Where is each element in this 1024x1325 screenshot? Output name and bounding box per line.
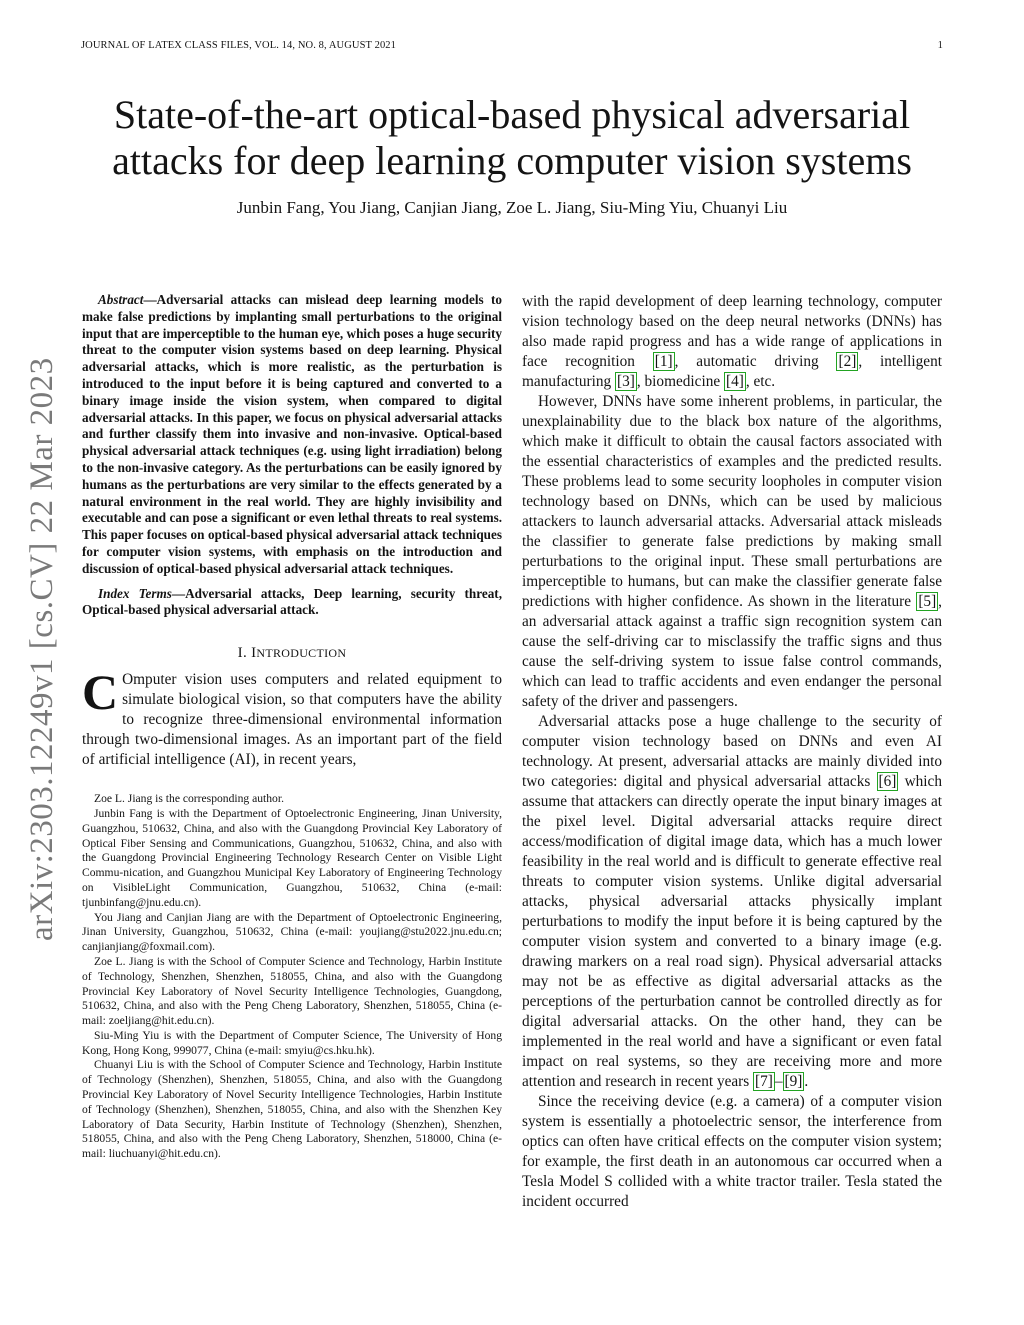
citation-link[interactable]: [1] xyxy=(654,353,673,370)
text-run: . xyxy=(804,1073,809,1090)
abstract xyxy=(82,292,502,578)
citation-link[interactable]: [7] xyxy=(755,1073,773,1090)
left-column xyxy=(82,292,502,1162)
citation-link[interactable]: [5] xyxy=(918,593,937,610)
journal-name: JOURNAL OF LATEX CLASS FILES, VOL. 14, NO. 8, AUGUST 2021 xyxy=(81,40,396,51)
text-run: Adversarial attacks pose a huge challenge to the security of computer vision technology based on DNNs and even AI technology. At present, adversarial attacks are mainly divided into two categories: digital and physical adversarial attacks xyxy=(522,713,942,790)
section-title-rest: NTRODUCTION xyxy=(256,646,347,661)
body-paragraph-4: Since the receiving device (e.g. a camera) of a computer vision system is essentially a photoelectric sensor, the interference from optics can often have critical effects on the computer vision system; for example, the first death in an autonomous car occurred when a Tesla Model S collided with a white tractor trailer. Tesla stated the incident occurred xyxy=(522,1093,942,1210)
index-terms xyxy=(82,586,502,620)
intro-text: Omputer vision uses computers and related equipment to simulate biological vision, so that computers have the ability to recognize three-dimensional environmental information through two-dimensional images. As an important part of the field of artificial intelligence (AI), in recent years, xyxy=(82,671,502,769)
text-run: , biomedicine xyxy=(636,373,724,390)
author-list: Junbin Fang, You Jiang, Canjian Jiang, Zoe L. Jiang, Siu-Ming Yiu, Chuanyi Liu xyxy=(236,198,788,217)
text-run: – xyxy=(774,1073,783,1090)
footnotes xyxy=(82,792,502,1162)
text-run: , automatic driving xyxy=(674,353,837,370)
citation-link[interactable]: [2] xyxy=(838,353,857,370)
abstract-text: —Adversarial attacks can mislead deep learning models to make false predictions by implanting small perturbations to the original input that are imperceptible to the human eye, which poses a huge security threat to the computer vision systems based on deep learning. Physical adversarial attacks, which is more realistic, as the perturbation is introduced to the input before it is being captured and converted to a binary image inside the vision system, when compared to digital adversarial attacks. In this paper, we focus on physical adversarial attacks and further classify them into invasive and non-invasive. Optical-based physical adversarial attack techniques (e.g. using light irradiation) belong to the non-invasive category. As the perturbations can be easily ignored by humans as the perturbations are very similar to the effects generated by a natural environment in the real world. They are highly invisibility and executable and can pose a significant or even lethal threats to real systems. This paper focuses on optical-based physical adversarial attack techniques for computer vision systems, with emphasis on the introduction and discussion of optical-based physical adversarial attack techniques. xyxy=(82,292,502,576)
index-terms-label: Index Terms xyxy=(98,585,172,601)
text-run: , etc. xyxy=(745,373,776,390)
footnote: Siu-Ming Yiu is with the Department of Computer Science, The University of Hong Kong, Hong Kong, 999077, China (e-mail: smyiu@cs.hku.hk). xyxy=(82,1028,502,1057)
footnote: Junbin Fang is with the Department of Optoelectronic Engineering, Jinan University, Guangzhou, 510632, China, and also with the Guangdong Provincial Key Laboratory of Optical Fiber Sensing and Communications, Guangzhou, 510632, China, and also with the Guangdong Provincial Engineering Technology Research Center on Visible Light Commu-nication, and Guangzhou Municipal Key Laboratory of Engineering Technology on VisibleLight Communication, Guangzhou, 510632, China (e-mail: tjunbinfang@jnu.edu.cn). xyxy=(82,806,502,909)
text-run: , an adversarial attack against a traffic sign recognition system can cause the self-driving car to misclassify the traffic signs and thus cause the self-driving system to issue false control commands, which can lead to traffic accidents and even endanger the personal safety of the driver and passengers. xyxy=(522,593,942,710)
text-run: , intelligent manufacturing xyxy=(522,353,942,390)
page-number: 1 xyxy=(937,40,943,51)
footnote: Chuanyi Liu is with the School of Computer Science and Technology, Harbin Institute of Technology (Shenzhen), Shenzhen, 518055, China, and also with the Guangdong Provincial Key Laboratory of Novel Security Intelligence Technologies, Harbin Institute of Technology (Shenzhen), Shenzhen, 518055, China, and also with the Shenzhen Key Laboratory of Data Security, Harbin Institute of Technology (Shenzhen), Shenzhen, 518055, China, and also with the Peng Cheng Laboratory, Shenzhen, 518000, China (e-mail: liuchuanyi@hit.edu.cn). xyxy=(82,1058,502,1161)
citation-link[interactable]: [3] xyxy=(617,373,635,390)
arxiv-identifier[interactable]: arXiv:2303.12249v1 [cs.CV] 22 Mar 2023 xyxy=(24,357,60,941)
body-paragraph-1 xyxy=(522,292,942,392)
intro-paragraph xyxy=(82,664,502,770)
citation-link[interactable]: [6] xyxy=(878,773,897,790)
abstract-label: Abstract xyxy=(98,292,144,307)
section-heading-introduction xyxy=(82,645,502,662)
text-run: However, DNNs have some inherent problems, in particular, the unexplainability due to the black box nature of the algorithms, which make it difficult to obtain the causal factors associated with the essential characteristics of examples and the predicted results. These problems lead to some security loopholes in computer vision technology based on DNNs, which can be used by malicious attackers to launch adversarial attacks. Adversarial attack misleads the classifier to generate false predictions by making small perturbations to the original input. These small perturbations are imperceptible to humans, but can make the classifier generate false predictions with higher confidence. As shown in the literature xyxy=(522,393,942,610)
body-paragraph-3 xyxy=(522,712,942,1092)
footnote: You Jiang and Canjian Jiang are with the Department of Optoelectronic Engineering, Jinan University, Guangzhou, 510632, China (e-mail: youjiang@stu2022.jnu.edu.cn; canjianjiang@foxmail.com). xyxy=(82,910,502,954)
section-numeral: I. xyxy=(237,645,248,662)
right-column xyxy=(522,292,942,1212)
running-header xyxy=(81,40,943,56)
text-run: which assume that attackers can directly operate the input binary images at the pixel level. Digital adversarial attacks require direct access/modification of digital image data, which has a much lower feasibility in the real world and is difficult to generate effective real threats to computer vision systems. Unlike digital adversarial attacks, physical adversarial attacks physically implant perturbations to modify the input before it is being captured by the computer vision system and converted to a binary image (e.g. drawing markers on a real road sign). Physical adversarial attacks may not be as effective as digital adversarial attacks as the perceptions of the perturbation cannot be controlled directly as for digital adversarial attacks. On the other hand, they can be implemented in the real world and have a significant or even fatal impact on real systems, so they are receiving more and more attention and research in recent years xyxy=(522,773,942,1090)
index-terms-text: —Adversarial attacks, Deep learning, security threat, Optical-based physical adversarial attack. xyxy=(82,585,502,618)
paper-title: State-of-the-art optical-based physical adversarial attacks for deep learning computer vision systems xyxy=(112,92,912,183)
citation-link[interactable]: [9] xyxy=(784,1073,803,1090)
text-run: with the rapid development of deep learning technology, computer vision technology based on the deep neural networks (DNNs) has also made rapid progress and has a wide range of applications in face recognition xyxy=(522,293,942,370)
drop-cap: C xyxy=(82,664,119,721)
citation-link[interactable]: [4] xyxy=(725,373,744,390)
section-initial: I xyxy=(251,645,257,662)
body-paragraph-2 xyxy=(522,392,942,712)
footnote: Zoe L. Jiang is with the School of Computer Science and Technology, Harbin Institute of Technology, Shenzhen, Shenzhen, 518055, China, and also with the Guangdong Provincial Key Laboratory of Novel Security Intelligence Technologies, Guangdong, 510632, China, and also with the Peng Cheng Laboratory, Shenzhen, 518055, China (e-mail: zoeljiang@hit.edu.cn). xyxy=(82,954,502,1028)
footnote: Zoe L. Jiang is the corresponding author. xyxy=(94,792,284,806)
